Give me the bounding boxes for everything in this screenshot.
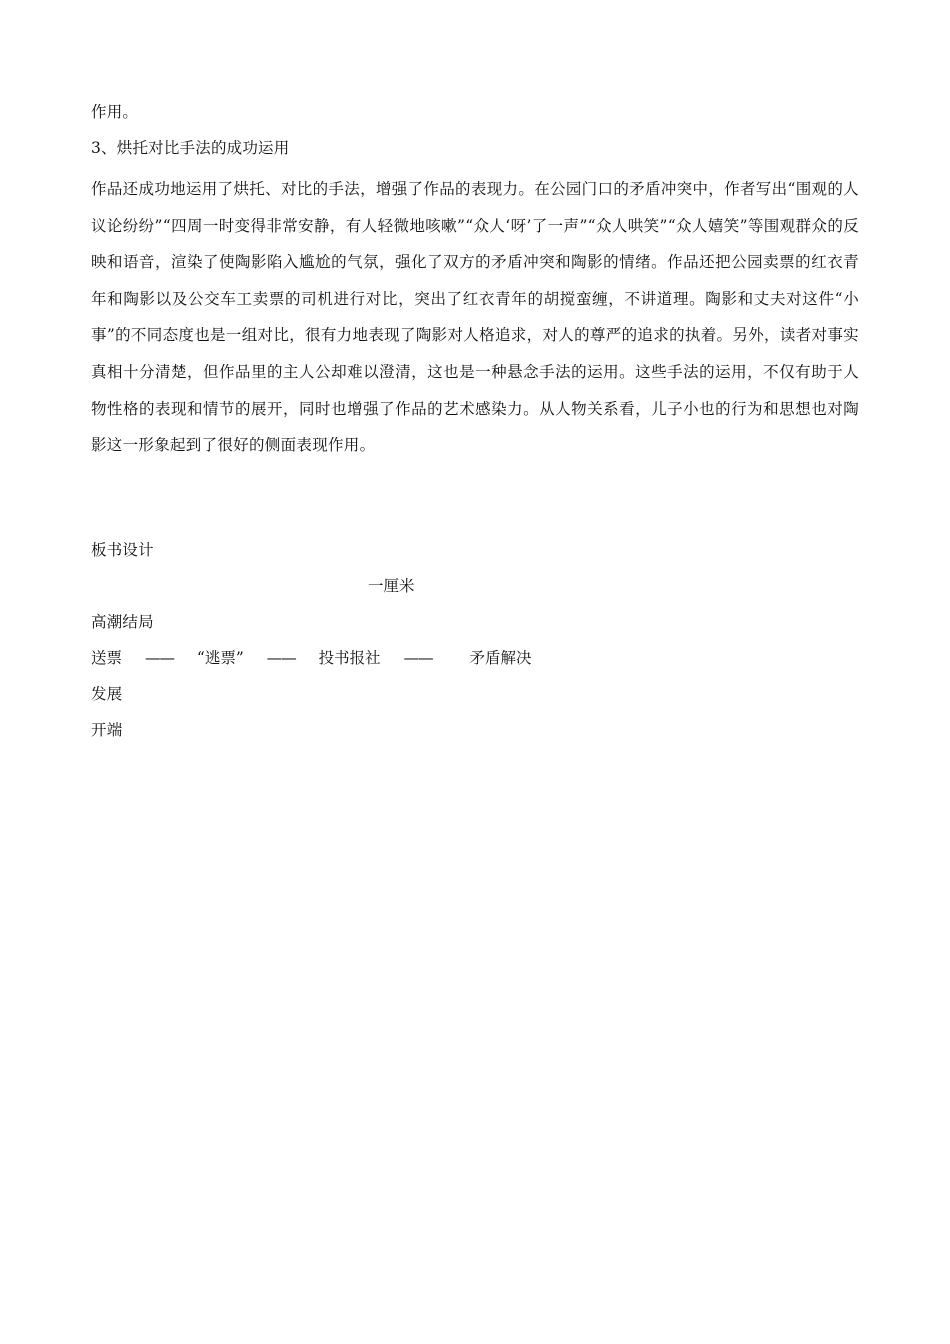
flow-step-evade-ticket: “逃票”: [196, 649, 244, 667]
board-design-heading: 板书设计: [91, 541, 154, 559]
top-fragment: 作用。: [91, 103, 139, 121]
body-paragraph: 作品还成功地运用了烘托、对比的手法，增强了作品的表现力。在公园门口的矛盾冲突中，作者写出“围观的人议论纷纷”“四周一时变得非常安静，有人轻微地咳嗽”“众人‘呀’了一声”“众人哄笑”“众人嬉笑”等围观群众的反映和语音，渲染了使陶影陷入尴尬的气氛，强化了双方的矛盾冲突和陶影的情绪。作品还把公园卖票的红衣青年和陶影以及公交车工卖票的司机进行对比，突出了红衣青年的胡搅蛮缠，不讲道理。陶影和丈夫对这件“小事”的不同态度也是一组对比，很有力地表现了陶影对人格追求，对人的尊严的追求的执着。另外，读者对事实真相十分清楚，但作品里的主人公却难以澄清，这也是一种悬念手法的运用。这些手法的运用，不仅有助于人物性格的表现和情节的展开，同时也增强了作品的艺术感染力。从人物关系看，儿子小也的行为和思想也对陶影这一形象起到了很好的侧面表现作用。: [91, 180, 859, 455]
flow-dash: ——: [403, 649, 433, 667]
label-beginning: 开端: [91, 721, 123, 739]
flow-step-write-newspaper: 投书报社: [318, 649, 381, 667]
section-heading: 3、烘托对比手法的成功运用: [91, 139, 290, 157]
label-climax-ending: 高潮结局: [91, 613, 154, 631]
flow-step-send-ticket: 送票: [91, 649, 123, 667]
flow-dash: ——: [266, 649, 296, 667]
plot-flow-row: [91, 648, 532, 668]
flow-dash: ——: [144, 649, 174, 667]
flow-step-resolution: 矛盾解决: [469, 649, 532, 667]
label-development: 发展: [91, 685, 123, 703]
board-title: 一厘米: [368, 577, 415, 595]
